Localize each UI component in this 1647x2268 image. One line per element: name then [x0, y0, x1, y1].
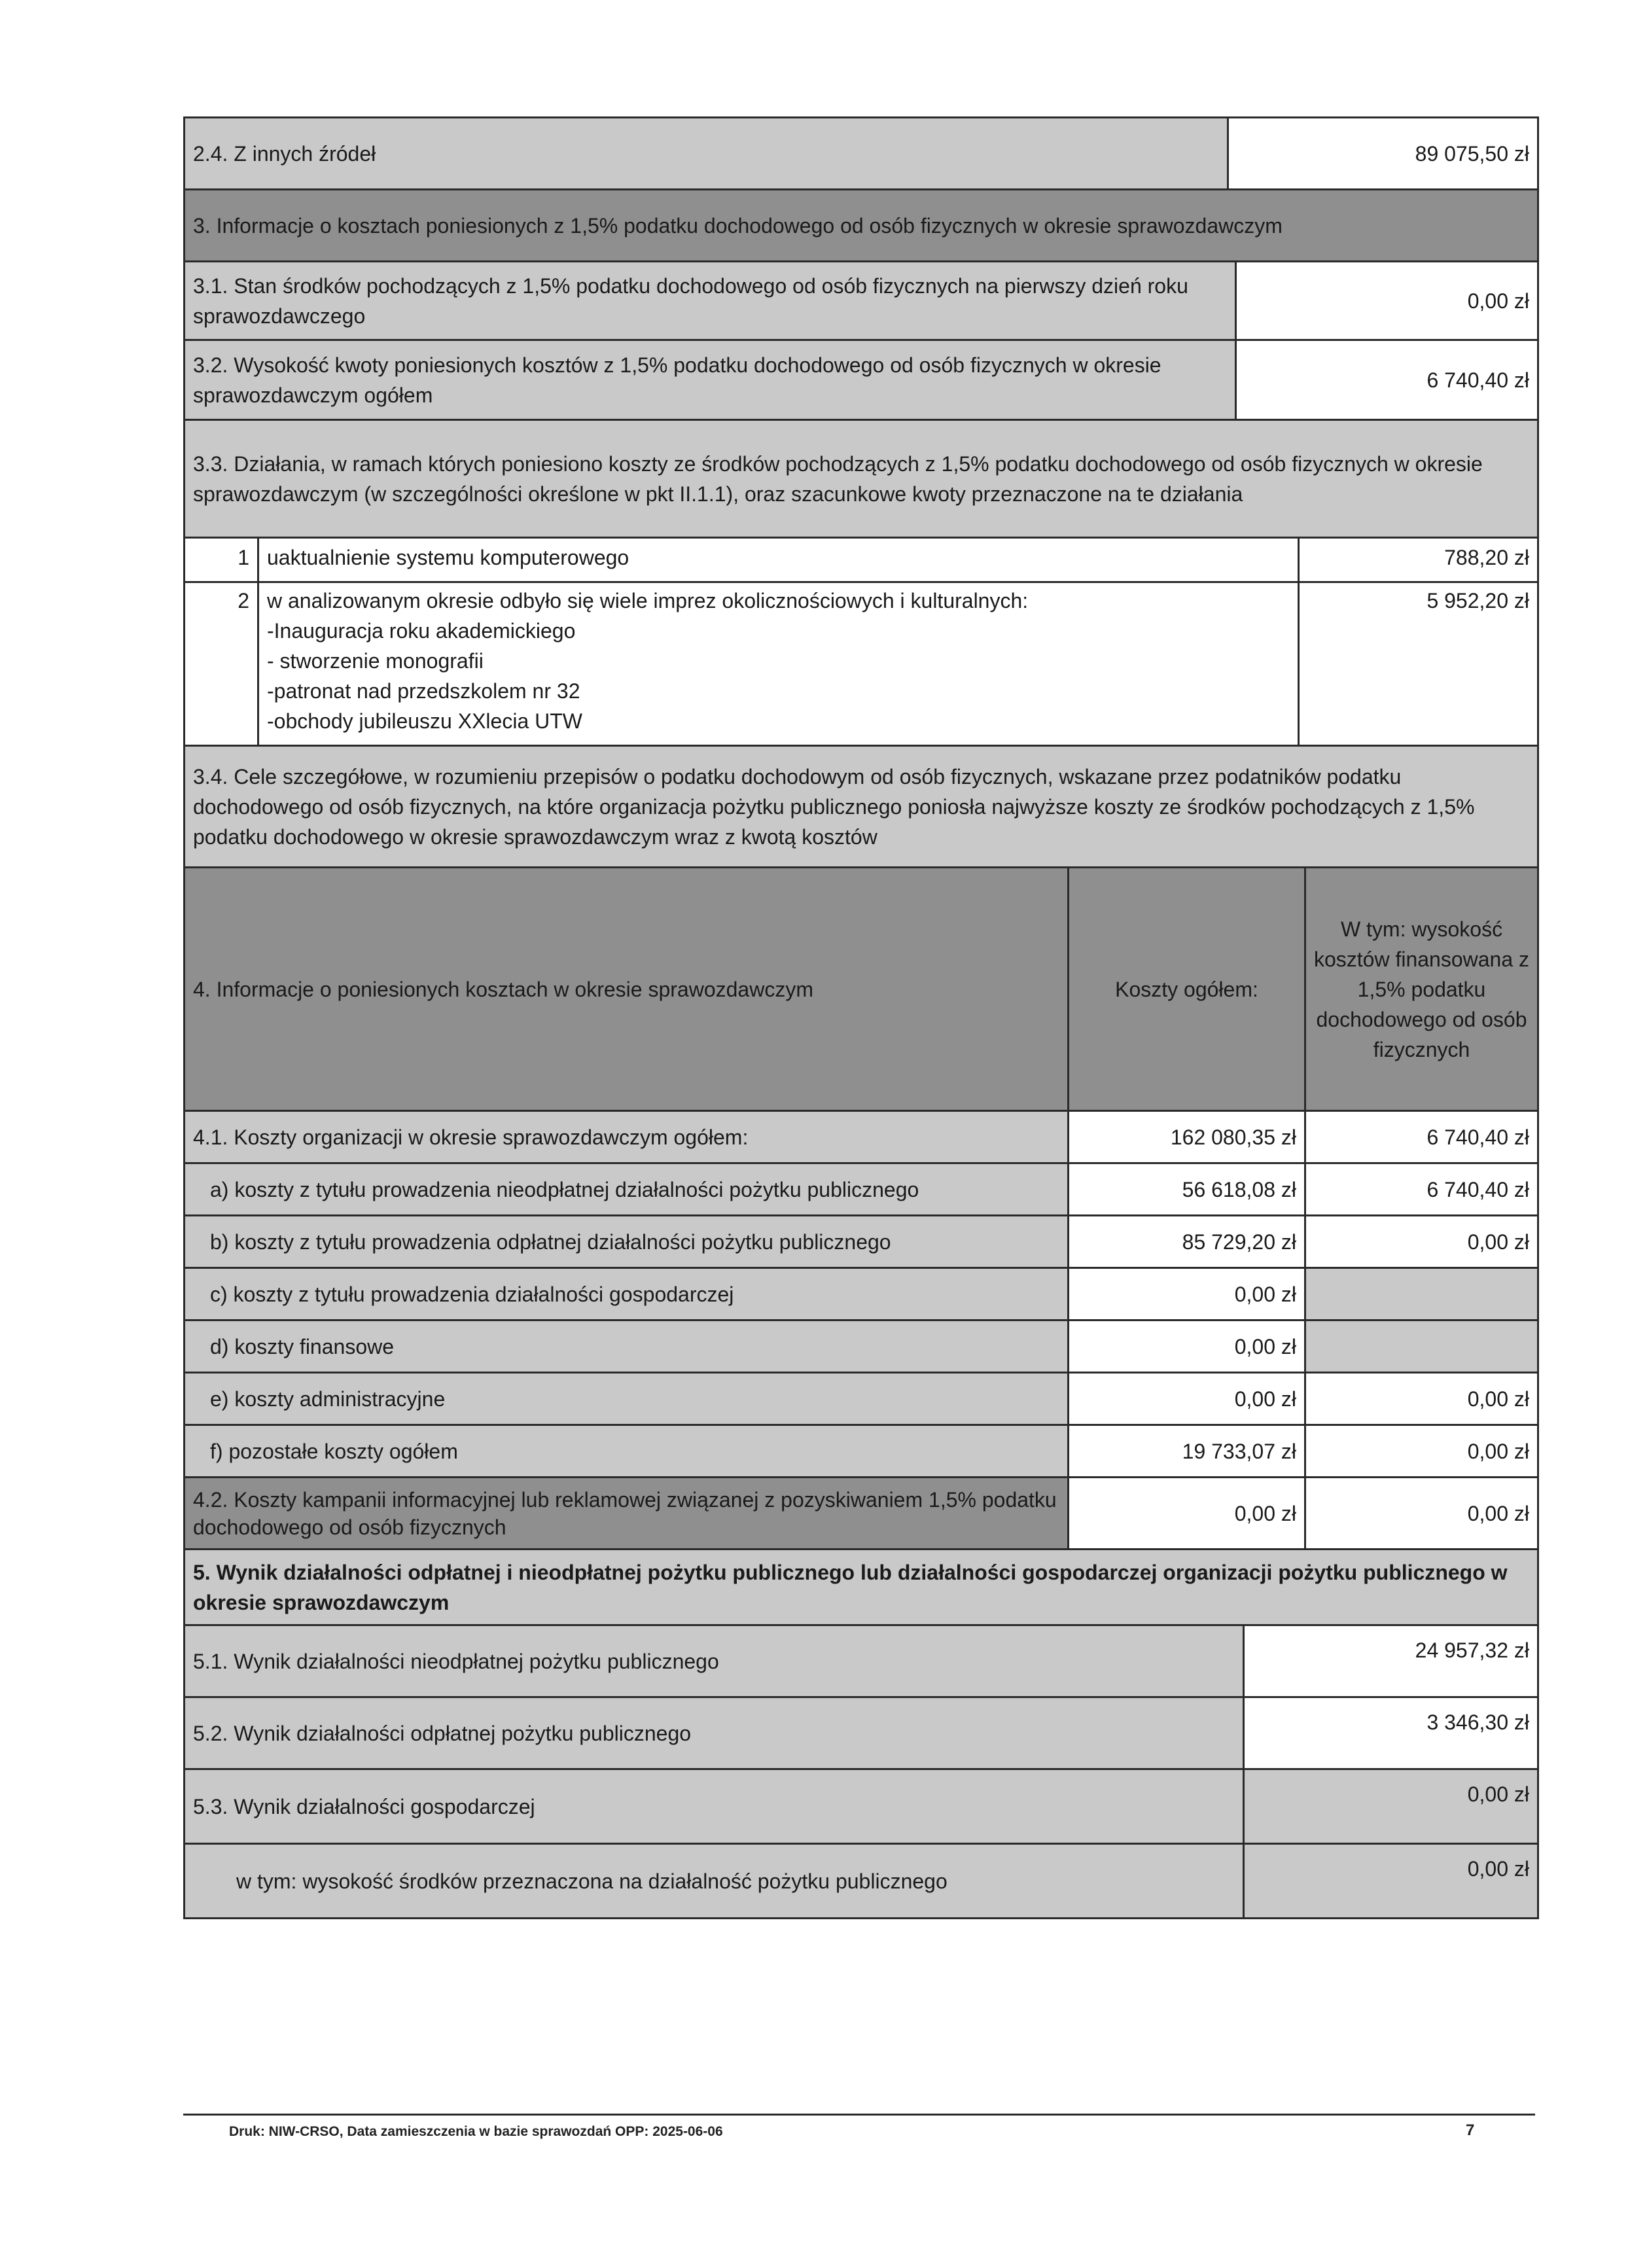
activity-line: - stworzenie monografii	[267, 649, 484, 673]
column-header-total: Koszty ogółem:	[1067, 868, 1304, 1110]
activity-line: -patronat nad przedszkolem nr 32	[267, 679, 580, 703]
section-5-header	[185, 1550, 1537, 1626]
cost-total: 19 733,07 zł	[1067, 1426, 1304, 1476]
row-3-2	[185, 341, 1537, 421]
cost-1-5	[1304, 1269, 1537, 1319]
cost-total: 56 618,08 zł	[1067, 1164, 1304, 1214]
row-4-2-total: 0,00 zł	[1067, 1478, 1304, 1548]
activity-row	[185, 539, 1537, 583]
cost-label: c) koszty z tytułu prowadzenia działalności gospodarczej	[185, 1269, 1067, 1319]
cost-row	[185, 1164, 1537, 1216]
result-value: 3 346,30 zł	[1243, 1698, 1537, 1768]
cost-row	[185, 1426, 1537, 1478]
result-row	[185, 1845, 1537, 1919]
footer-divider	[183, 2114, 1535, 2116]
cost-row	[185, 1112, 1537, 1164]
cost-total: 0,00 zł	[1067, 1269, 1304, 1319]
row-4-2	[185, 1478, 1537, 1550]
section-4-header	[185, 868, 1537, 1112]
activity-line: -obchody jubileuszu XXlecia UTW	[267, 709, 582, 733]
cost-1-5: 0,00 zł	[1304, 1216, 1537, 1267]
section-5-title: 5. Wynik działalności odpłatnej i nieodpłatnej pożytku publicznego lub działalności gospodarczej organizacji pożytku publicznego w okresie sprawozdawczym	[185, 1550, 1537, 1624]
row-3-3	[185, 421, 1537, 539]
section-3-header	[185, 190, 1537, 262]
row-2-4-label: 2.4. Z innych źródeł	[185, 118, 1227, 188]
result-label: w tym: wysokość środków przeznaczona na działalność pożytku publicznego	[185, 1845, 1243, 1917]
activity-number: 1	[185, 539, 257, 581]
result-label: 5.1. Wynik działalności nieodpłatnej pożytku publicznego	[185, 1626, 1243, 1696]
cost-total: 162 080,35 zł	[1067, 1112, 1304, 1162]
cost-1-5: 0,00 zł	[1304, 1373, 1537, 1424]
activity-number: 2	[185, 583, 257, 745]
row-3-1	[185, 262, 1537, 341]
report-table	[183, 116, 1539, 1919]
row-2-4	[185, 118, 1537, 190]
row-3-1-label: 3.1. Stan środków pochodzących z 1,5% podatku dochodowego od osób fizycznych na pierwszy dzień roku sprawozdawczego	[185, 262, 1235, 339]
result-row	[185, 1770, 1537, 1845]
result-row	[185, 1626, 1537, 1698]
cost-label: e) koszty administracyjne	[185, 1373, 1067, 1424]
row-3-4	[185, 747, 1537, 868]
page-number: 7	[1466, 2121, 1475, 2139]
activity-line: -Inauguracja roku akademickiego	[267, 619, 576, 643]
result-value: 24 957,32 zł	[1243, 1626, 1537, 1696]
cost-label: b) koszty z tytułu prowadzenia odpłatnej działalności pożytku publicznego	[185, 1216, 1067, 1267]
activity-description	[257, 583, 1298, 745]
cost-total: 0,00 zł	[1067, 1321, 1304, 1372]
cost-row	[185, 1216, 1537, 1269]
result-value: 0,00 zł	[1243, 1845, 1537, 1917]
cost-1-5: 0,00 zł	[1304, 1426, 1537, 1476]
result-row	[185, 1698, 1537, 1770]
row-4-2-1-5: 0,00 zł	[1304, 1478, 1537, 1548]
row-3-1-value: 0,00 zł	[1235, 262, 1537, 339]
cost-label: 4.1. Koszty organizacji w okresie sprawozdawczym ogółem:	[185, 1112, 1067, 1162]
cost-label: a) koszty z tytułu prowadzenia nieodpłatnej działalności pożytku publicznego	[185, 1164, 1067, 1214]
row-3-3-label: 3.3. Działania, w ramach których poniesiono koszty ze środków pochodzących z 1,5% podatku dochodowego od osób fizycznych w okresie sprawozdawczym (w szczególności określone w pkt II.1.1), oraz szacunkowe kwoty przeznaczone na te działania	[185, 421, 1537, 537]
row-3-2-value: 6 740,40 zł	[1235, 341, 1537, 419]
cost-label: f) pozostałe koszty ogółem	[185, 1426, 1067, 1476]
activity-amount: 5 952,20 zł	[1298, 583, 1537, 745]
cost-label: d) koszty finansowe	[185, 1321, 1067, 1372]
footer-print-info: Druk: NIW-CRSO, Data zamieszczenia w bazie sprawozdań OPP: 2025-06-06	[229, 2124, 723, 2139]
activity-amount: 788,20 zł	[1298, 539, 1537, 581]
row-3-4-label: 3.4. Cele szczegółowe, w rozumieniu przepisów o podatku dochodowym od osób fizycznych, wskazane przez podatników podatku dochodowego od osób fizycznych, na które organizacja pożytku publicznego poniosła najwyższe koszty ze środków pochodzących z 1,5% podatku dochodowego w okresie sprawozdawczym wraz z kwotą kosztów	[185, 747, 1537, 866]
row-3-2-label: 3.2. Wysokość kwoty poniesionych kosztów z 1,5% podatku dochodowego od osób fizycznych w okresie sprawozdawczym ogółem	[185, 341, 1235, 419]
column-header-1-5: W tym: wysokość kosztów finansowana z 1,5% podatku dochodowego od osób fizycznych	[1304, 868, 1537, 1110]
cost-1-5	[1304, 1321, 1537, 1372]
section-3-title: 3. Informacje o kosztach poniesionych z 1,5% podatku dochodowego od osób fizycznych w okresie sprawozdawczym	[185, 190, 1537, 260]
cost-row	[185, 1373, 1537, 1426]
cost-total: 85 729,20 zł	[1067, 1216, 1304, 1267]
activity-row	[185, 583, 1537, 747]
result-value: 0,00 zł	[1243, 1770, 1537, 1843]
activity-line: uaktualnienie systemu komputerowego	[267, 546, 629, 569]
cost-total: 0,00 zł	[1067, 1373, 1304, 1424]
result-label: 5.2. Wynik działalności odpłatnej pożytku publicznego	[185, 1698, 1243, 1768]
activity-line: w analizowanym okresie odbyło się wiele imprez okolicznościowych i kulturalnych:	[267, 589, 1029, 612]
result-label: 5.3. Wynik działalności gospodarczej	[185, 1770, 1243, 1843]
section-4-title: 4. Informacje o poniesionych kosztach w okresie sprawozdawczym	[185, 868, 1067, 1110]
cost-row	[185, 1269, 1537, 1321]
cost-1-5: 6 740,40 zł	[1304, 1112, 1537, 1162]
row-4-2-label: 4.2. Koszty kampanii informacyjnej lub reklamowej związanej z pozyskiwaniem 1,5% podatku dochodowego od osób fizycznych	[185, 1478, 1067, 1548]
activity-description	[257, 539, 1298, 581]
row-2-4-value: 89 075,50 zł	[1227, 118, 1537, 188]
cost-row	[185, 1321, 1537, 1373]
cost-1-5: 6 740,40 zł	[1304, 1164, 1537, 1214]
